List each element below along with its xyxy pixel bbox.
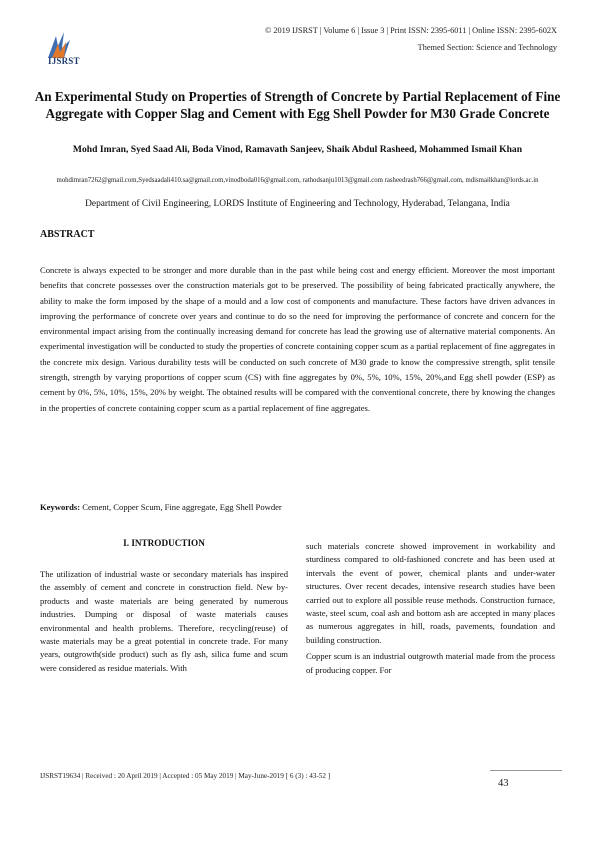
footer-rule bbox=[490, 770, 562, 771]
journal-info: © 2019 IJSRST | Volume 6 | Issue 3 | Print ISSN: 2395-6011 | Online ISSN: 2395-602X bbox=[265, 26, 557, 35]
author-emails: mohdimran7262@gmail.com,Syedsaadali410.sa@gmail.com,vinodboda016@gmail.com, rathodsanju1013@gmail.com rasheedrash766@gmail.com, mdismailkhan@lords.ac.in bbox=[56, 177, 539, 184]
abstract-text: Concrete is always expected to be stronger and more durable than in the past while being cost and energy efficient. Moreover the most important benefits that concrete possesses over the construction materials got to be preserved. The possibility of being fabricated practically anywhere, the ability to make the form imposed by the shape of a mould and a low cost of components and manufacture. These factors have driven advances in improving the performance of concrete over years and continue to do so the need for improving the performance of concrete and concern for the environmental impact arising from the continually increasing demand for concrete has lead the growing use of alternative material components. An experimental investigation will be conducted to study the properties of concrete containing copper scum as a partial replacement of fine aggregates in the concrete mix design. Various durability tests will be conducted on such concrete of M30 grade to know the compressive strength, split tensile strength, strength by varying proportions of copper scum (CS) with fine aggregates by 0%, 5%, 10%, 15%, 20%,and Egg shell powder (ESP) as cement by 0%, 5%, 10%, 15%, 20% by weight. The obtained results will be compared with the conventional concrete, there by knowing the changes in the properties of concrete containing copper scum as a partial replacement of fine aggregates. bbox=[40, 265, 555, 413]
intro-paragraph-right-1: such materials concrete showed improvement in workability and sturdiness compared to old-fashioned concrete and has been used at intervals the event of power, chemical plants and under-water structures. Over recent decades, intensive research studies have been carried out to explore all possible reuse methods. Construction furnace, waste, steel scum, coal ash and bottom ash are accepted in many places as numerous aggregates in hill, roads, pavements, foundation and building construction. bbox=[306, 541, 555, 645]
intro-paragraph-left: The utilization of industrial waste or secondary materials has inspired the assembly of cement and concrete in construction field. New by-products and waste materials are being generated by numerous industries. Dumping or disposal of waste materials causes environmental and health problems. Therefore, recycling(reuse) of waste materials may be a great potential in concrete trade. For many years, outgrowth(side product) such as fly ash, silica fume and scum were considered as residue materials. With bbox=[40, 569, 288, 673]
intro-paragraph-right-2: Copper scum is an industrial outgrowth material made from the process of producing copper. For bbox=[306, 651, 555, 675]
paper-title: An Experimental Study on Properties of Strength of Concrete by Partial Replacement of Fine Aggregate with Copper Slag and Cement with Egg Shell Powder for M30 Grade Concrete bbox=[34, 89, 561, 121]
affiliation: Department of Civil Engineering, LORDS Institute of Engineering and Technology, Hyderabad, Telangana, India bbox=[85, 199, 510, 209]
left-column bbox=[40, 538, 288, 675]
keywords-label: Keywords: bbox=[40, 502, 81, 512]
keywords bbox=[40, 502, 282, 512]
footer-citation: IJSRST19634 | Received : 20 April 2019 | Accepted : 05 May 2019 | May-June-2019 [ 6 (3) : 43-52 ] bbox=[40, 772, 331, 780]
keywords-text: Cement, Copper Scum, Fine aggregate, Egg Shell Powder bbox=[82, 502, 282, 512]
abstract-heading: ABSTRACT bbox=[40, 229, 95, 240]
journal-logo bbox=[40, 30, 102, 74]
author-list: Mohd Imran, Syed Saad Ali, Boda Vinod, Ramavath Sanjeev, Shaik Abdul Rasheed, Mohammed Ismail Khan bbox=[72, 144, 523, 155]
logo-text: IJSRST bbox=[48, 56, 80, 66]
section-heading-introduction: I. INTRODUCTION bbox=[123, 538, 205, 548]
right-column bbox=[306, 540, 555, 677]
page-number: 43 bbox=[498, 778, 509, 789]
themed-section: Themed Section: Science and Technology bbox=[417, 43, 557, 52]
